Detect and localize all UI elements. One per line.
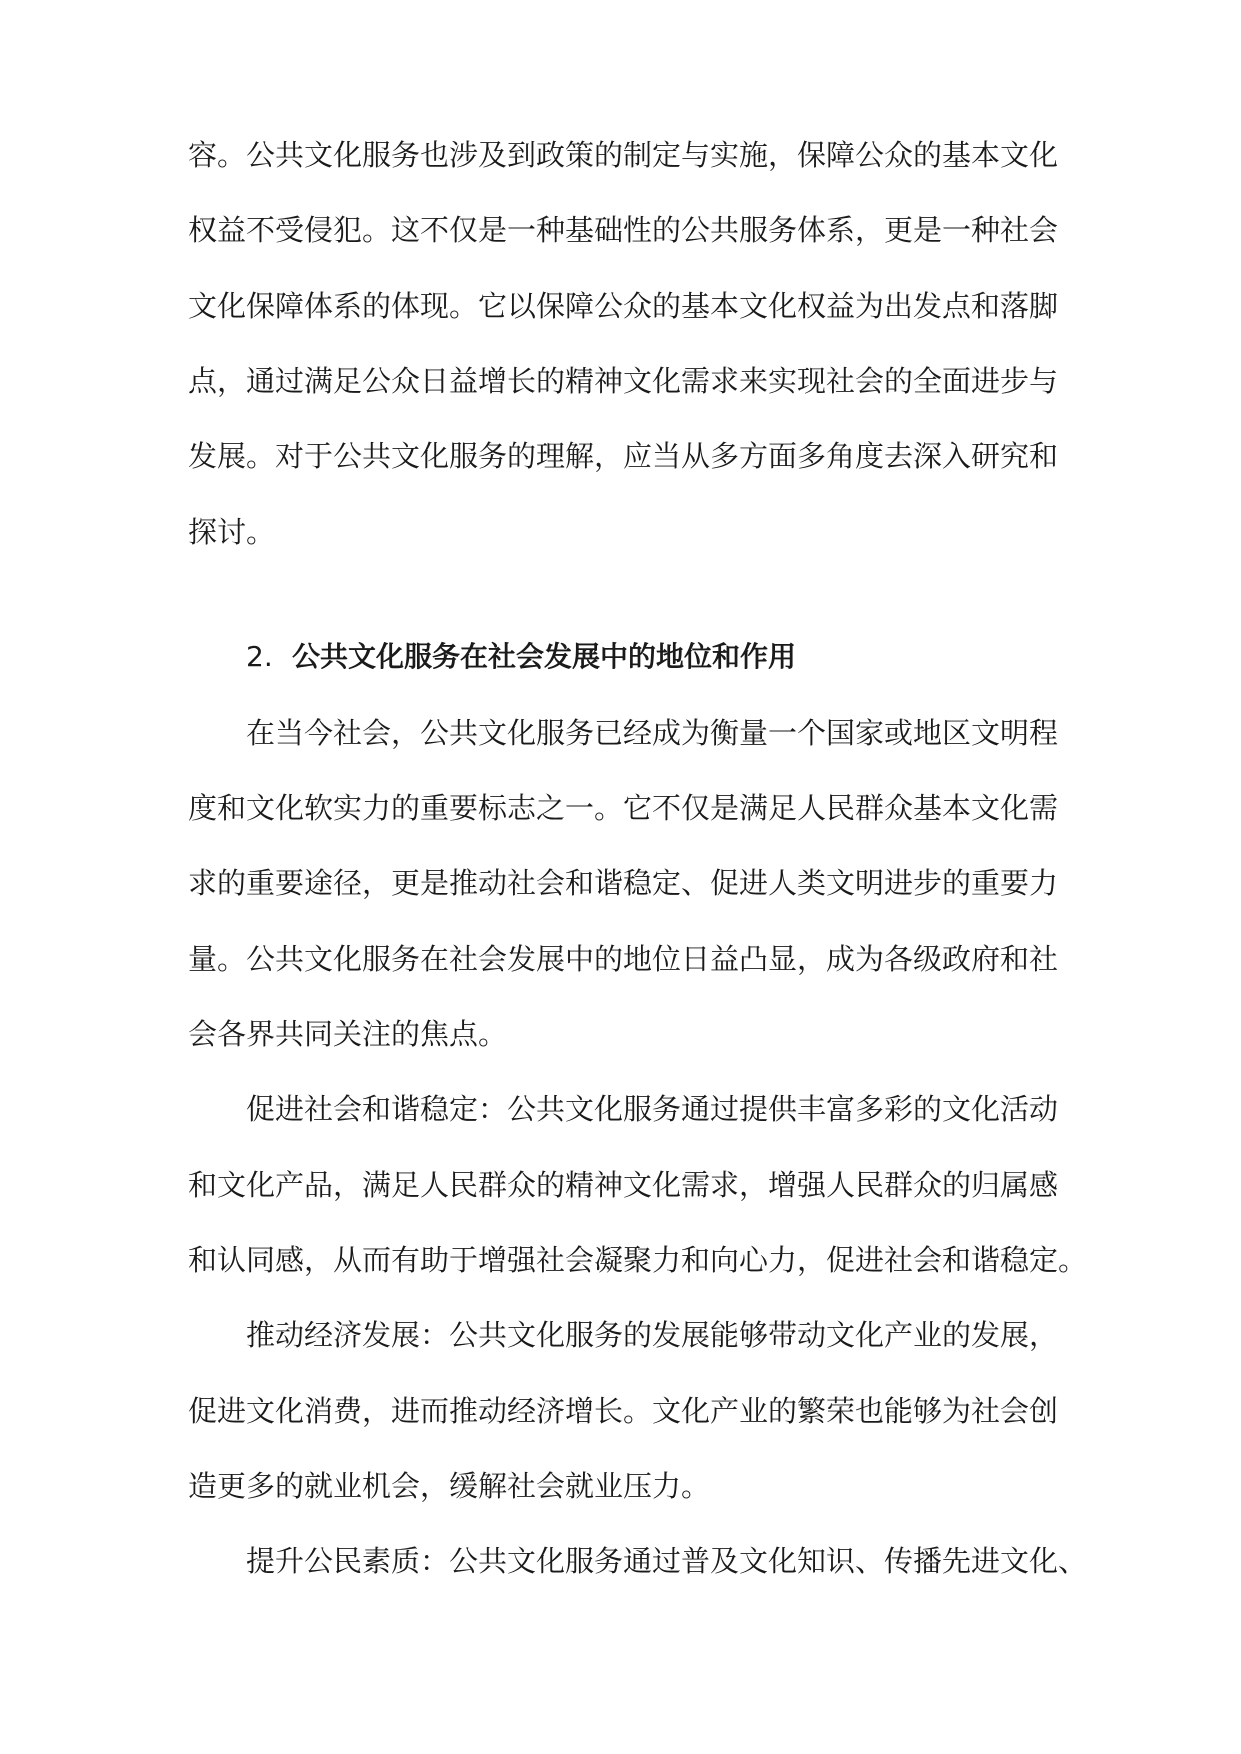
body-text-line: 和认同感，从而有助于增强社会凝聚力和向心力，促进社会和谐稳定。 [188, 1243, 1088, 1277]
body-text-line: 促进社会和谐稳定：公共文化服务通过提供丰富多彩的文化活动 [246, 1092, 1059, 1126]
body-text-line: 提升公民素质：公共文化服务通过普及文化知识、传播先进文化、 [246, 1544, 1088, 1578]
body-text-line: 量。公共文化服务在社会发展中的地位日益凸显，成为各级政府和社 [188, 942, 1059, 976]
body-text-line: 点，通过满足公众日益增长的精神文化需求来实现社会的全面进步与 [188, 364, 1059, 398]
body-text-line: 文化保障体系的体现。它以保障公众的基本文化权益为出发点和落脚 [188, 289, 1059, 323]
body-text-line: 在当今社会，公共文化服务已经成为衡量一个国家或地区文明程 [246, 716, 1059, 750]
body-text-line: 会各界共同关注的焦点。 [188, 1017, 508, 1051]
section-title: 公共文化服务在社会发展中的地位和作用 [292, 640, 797, 673]
body-text-line: 探讨。 [188, 515, 276, 549]
body-text-line: 求的重要途径，更是推动社会和谐稳定、促进人类文明进步的重要力 [188, 866, 1059, 900]
body-text-line: 容。公共文化服务也涉及到政策的制定与实施，保障公众的基本文化 [188, 138, 1059, 172]
section-heading [246, 637, 796, 677]
section-number: 2. [246, 640, 273, 673]
body-text-line: 造更多的就业机会，缓解社会就业压力。 [188, 1469, 711, 1503]
body-text-line: 促进文化消费，进而推动经济增长。文化产业的繁荣也能够为社会创 [188, 1394, 1059, 1428]
body-text-line: 推动经济发展：公共文化服务的发展能够带动文化产业的发展， [246, 1318, 1059, 1352]
body-text-line: 发展。对于公共文化服务的理解，应当从多方面多角度去深入研究和 [188, 439, 1059, 473]
body-text-line: 度和文化软实力的重要标志之一。它不仅是满足人民群众基本文化需 [188, 791, 1059, 825]
body-text-line: 和文化产品，满足人民群众的精神文化需求，增强人民群众的归属感 [188, 1168, 1059, 1202]
body-text-line: 权益不受侵犯。这不仅是一种基础性的公共服务体系，更是一种社会 [188, 213, 1059, 247]
